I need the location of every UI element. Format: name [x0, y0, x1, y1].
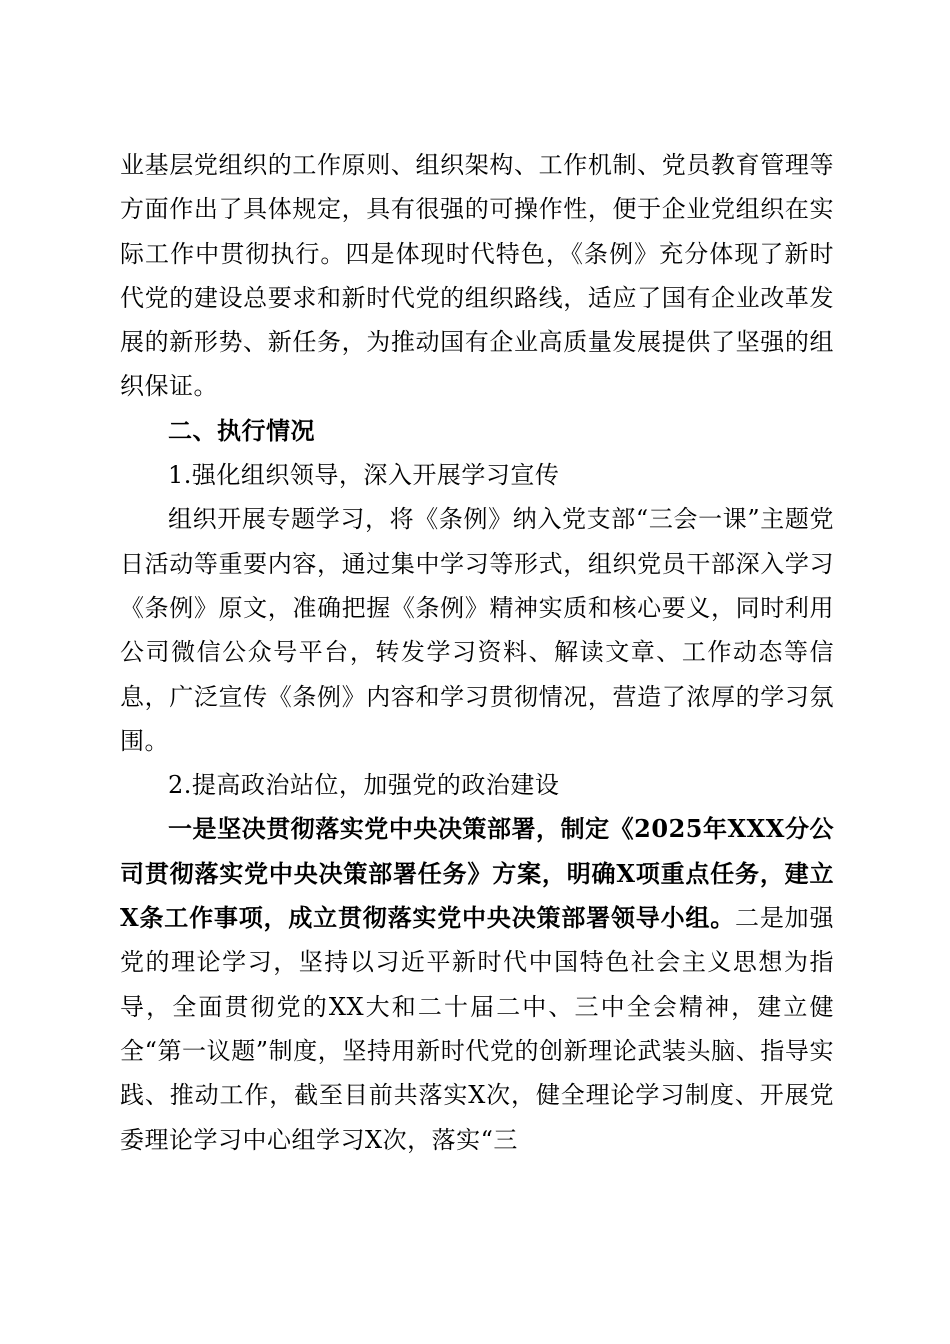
subsection-heading-2: 2.提高政治站位，加强党的政治建设 — [168, 771, 560, 800]
paragraph-rest: 二是加强党的理论学习，坚持以习近平新时代中国特色社会主义思想为指导，全面贯彻党的XX大和二十届二中、三中全会精神，建立健全“第一议题”制度，坚持用新时代党的创新理论武装头脑、指导实践、推动工作，截至目前共落实X次，健全理论学习制度、开展党委理论学习中心组学习X次，落实“三 — [120, 904, 834, 1154]
paragraph-continuation: 业基层党组织的工作原则、组织架构、工作机制、党员教育管理等方面作出了具体规定，具有很强的可操作性，便于企业党组织在实际工作中贯彻执行。四是体现时代特色，《条例》充分体现了新时代党的建设总要求和新时代党的组织路线，适应了国有企业改革发展的新形势、新任务，为推动国有企业高质量发展提供了坚强的组织保证。 — [120, 151, 834, 401]
section-heading: 二、执行情况 — [168, 416, 315, 445]
document-body — [120, 143, 834, 1162]
paragraph-bold-lead: 一是坚决贯彻落实党中央决策部署，制定《2025年XXX分公司贯彻落实党中央决策部署任务》方案，明确X项重点任务，建立X条工作事项，成立贯彻落实党中央决策部署领导小组。 — [120, 814, 834, 933]
paragraph-study-promotion: 组织开展专题学习，将《条例》纳入党支部“三会一课”主题党日活动等重要内容，通过集中学习等形式，组织党员干部深入学习《条例》原文，准确把握《条例》精神实质和核心要义，同时利用公司微信公众号平台，转发学习资料、解读文章、工作动态等信息，广泛宣传《条例》内容和学习贯彻情况，营造了浓厚的学习氛围。 — [120, 505, 834, 755]
paragraph-political-building — [120, 807, 834, 1161]
subsection-heading-1: 1.强化组织领导，深入开展学习宣传 — [168, 461, 560, 490]
